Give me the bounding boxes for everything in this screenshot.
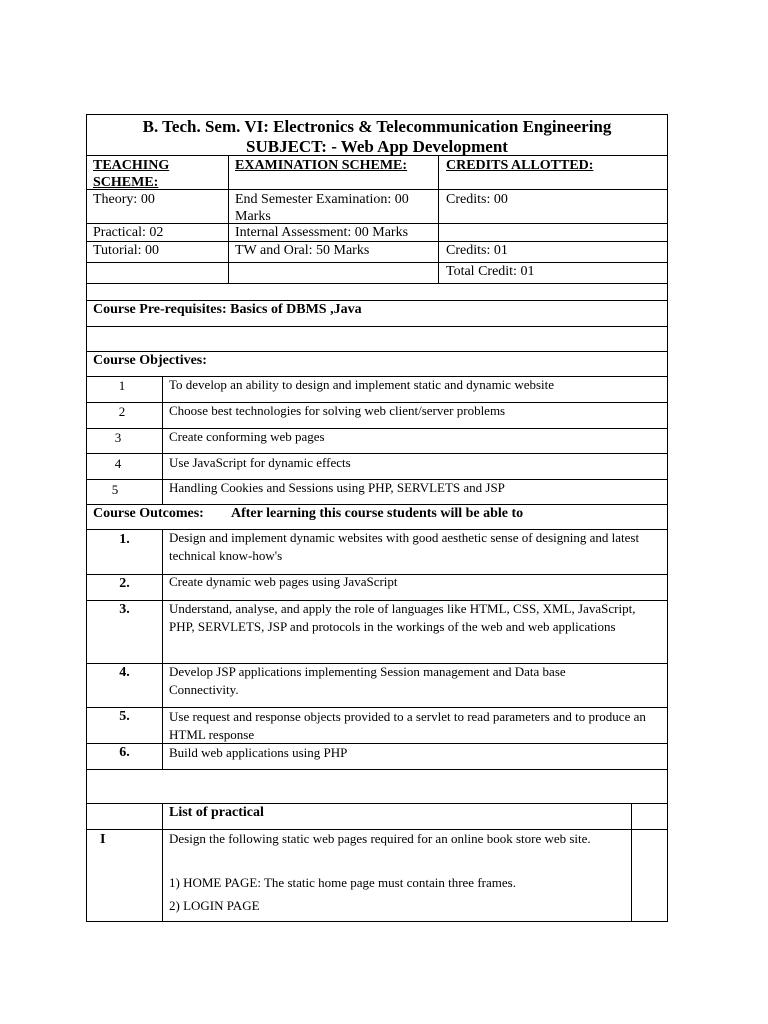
objective-text: To develop an ability to design and implement static and dynamic website xyxy=(169,377,555,392)
objective-text: Choose best technologies for solving web client/server problems xyxy=(169,403,506,418)
practical-num-cell xyxy=(86,829,163,922)
outcome-text: Build web applications using PHP xyxy=(169,745,348,760)
practical-extra-cell xyxy=(631,829,668,922)
credits-theory: Credits: 00 xyxy=(446,192,508,207)
outcome-number: 6. xyxy=(119,745,130,760)
outcome-text: Understand, analyse, and apply the role of languages like HTML, CSS, XML, JavaScript, PHP, SERVLETS, JSP and protocols in the workings of the web and web applications xyxy=(169,601,636,634)
outcome-number: 1. xyxy=(119,532,130,547)
objective-number: 3 xyxy=(114,430,122,445)
credits-heading: CREDITS ALLOTTED: xyxy=(446,158,594,173)
outcome-number: 4. xyxy=(119,665,130,680)
practical-item: 2) LOGIN PAGE xyxy=(169,898,260,913)
practical-num-header-cell xyxy=(86,803,163,830)
objective-number: 2 xyxy=(118,404,126,419)
exam-scheme-heading: EXAMINATION SCHEME: xyxy=(235,158,408,173)
outcome-number: 2. xyxy=(119,576,130,591)
credits-practical-cell xyxy=(438,223,668,242)
course-outcomes-label: Course Outcomes: xyxy=(93,506,204,521)
outcome-text: Create dynamic web pages using JavaScript xyxy=(169,574,398,589)
program-title: B. Tech. Sem. VI: Electronics & Telecommunication Engineering xyxy=(142,117,612,136)
objective-text: Use JavaScript for dynamic effects xyxy=(169,455,351,470)
internal-marks: Internal Assessment: 00 Marks xyxy=(235,225,409,240)
empty-cell-left xyxy=(86,262,229,284)
spacer-row xyxy=(86,769,668,804)
objective-number: 4 xyxy=(114,456,122,471)
spacer-row xyxy=(86,283,668,301)
objective-text: Create conforming web pages xyxy=(169,429,325,444)
practical-number: I xyxy=(100,832,106,847)
outcome-text: Design and implement dynamic websites with good aesthetic sense of designing and latest technical know-how's xyxy=(169,530,640,563)
tutorial-hours: Tutorial: 00 xyxy=(93,243,159,258)
theory-hours: Theory: 00 xyxy=(93,192,155,207)
outcome-text: Develop JSP applications implementing Session management and Data base Connectivity. xyxy=(169,664,566,697)
spacer-row xyxy=(86,326,668,352)
credits-tw: Credits: 01 xyxy=(446,243,508,258)
end-sem-marks: End Semester Examination: 00 Marks xyxy=(235,192,409,224)
subject-title: SUBJECT: - Web App Development xyxy=(246,137,508,156)
practical-intro: Design the following static web pages required for an online book store web site. xyxy=(169,831,591,846)
course-prerequisites: Course Pre-requisites: Basics of DBMS ,Java xyxy=(93,302,362,317)
practical-item: 1) HOME PAGE: The static home page must contain three frames. xyxy=(169,875,516,890)
teaching-scheme-heading: TEACHING SCHEME: xyxy=(93,158,170,190)
empty-cell-mid xyxy=(228,262,439,284)
course-outcomes-intro: After learning this course students will be able to xyxy=(231,506,524,521)
total-credit: Total Credit: 01 xyxy=(446,264,535,279)
practical-extra-header-cell xyxy=(631,803,668,830)
outcome-text: Use request and response objects provided to a servlet to read parameters and to produce an HTML response xyxy=(169,709,646,742)
objective-number: 1 xyxy=(118,378,126,393)
objective-text: Handling Cookies and Sessions using PHP, SERVLETS and JSP xyxy=(169,480,505,495)
course-objectives-heading: Course Objectives: xyxy=(93,353,207,368)
tw-oral-marks: TW and Oral: 50 Marks xyxy=(235,243,370,258)
objective-number: 5 xyxy=(111,482,119,497)
outcome-number: 3. xyxy=(119,602,130,617)
practical-hours: Practical: 02 xyxy=(93,225,164,240)
outcome-number: 5. xyxy=(119,709,130,724)
list-of-practical-heading: List of practical xyxy=(169,805,264,820)
